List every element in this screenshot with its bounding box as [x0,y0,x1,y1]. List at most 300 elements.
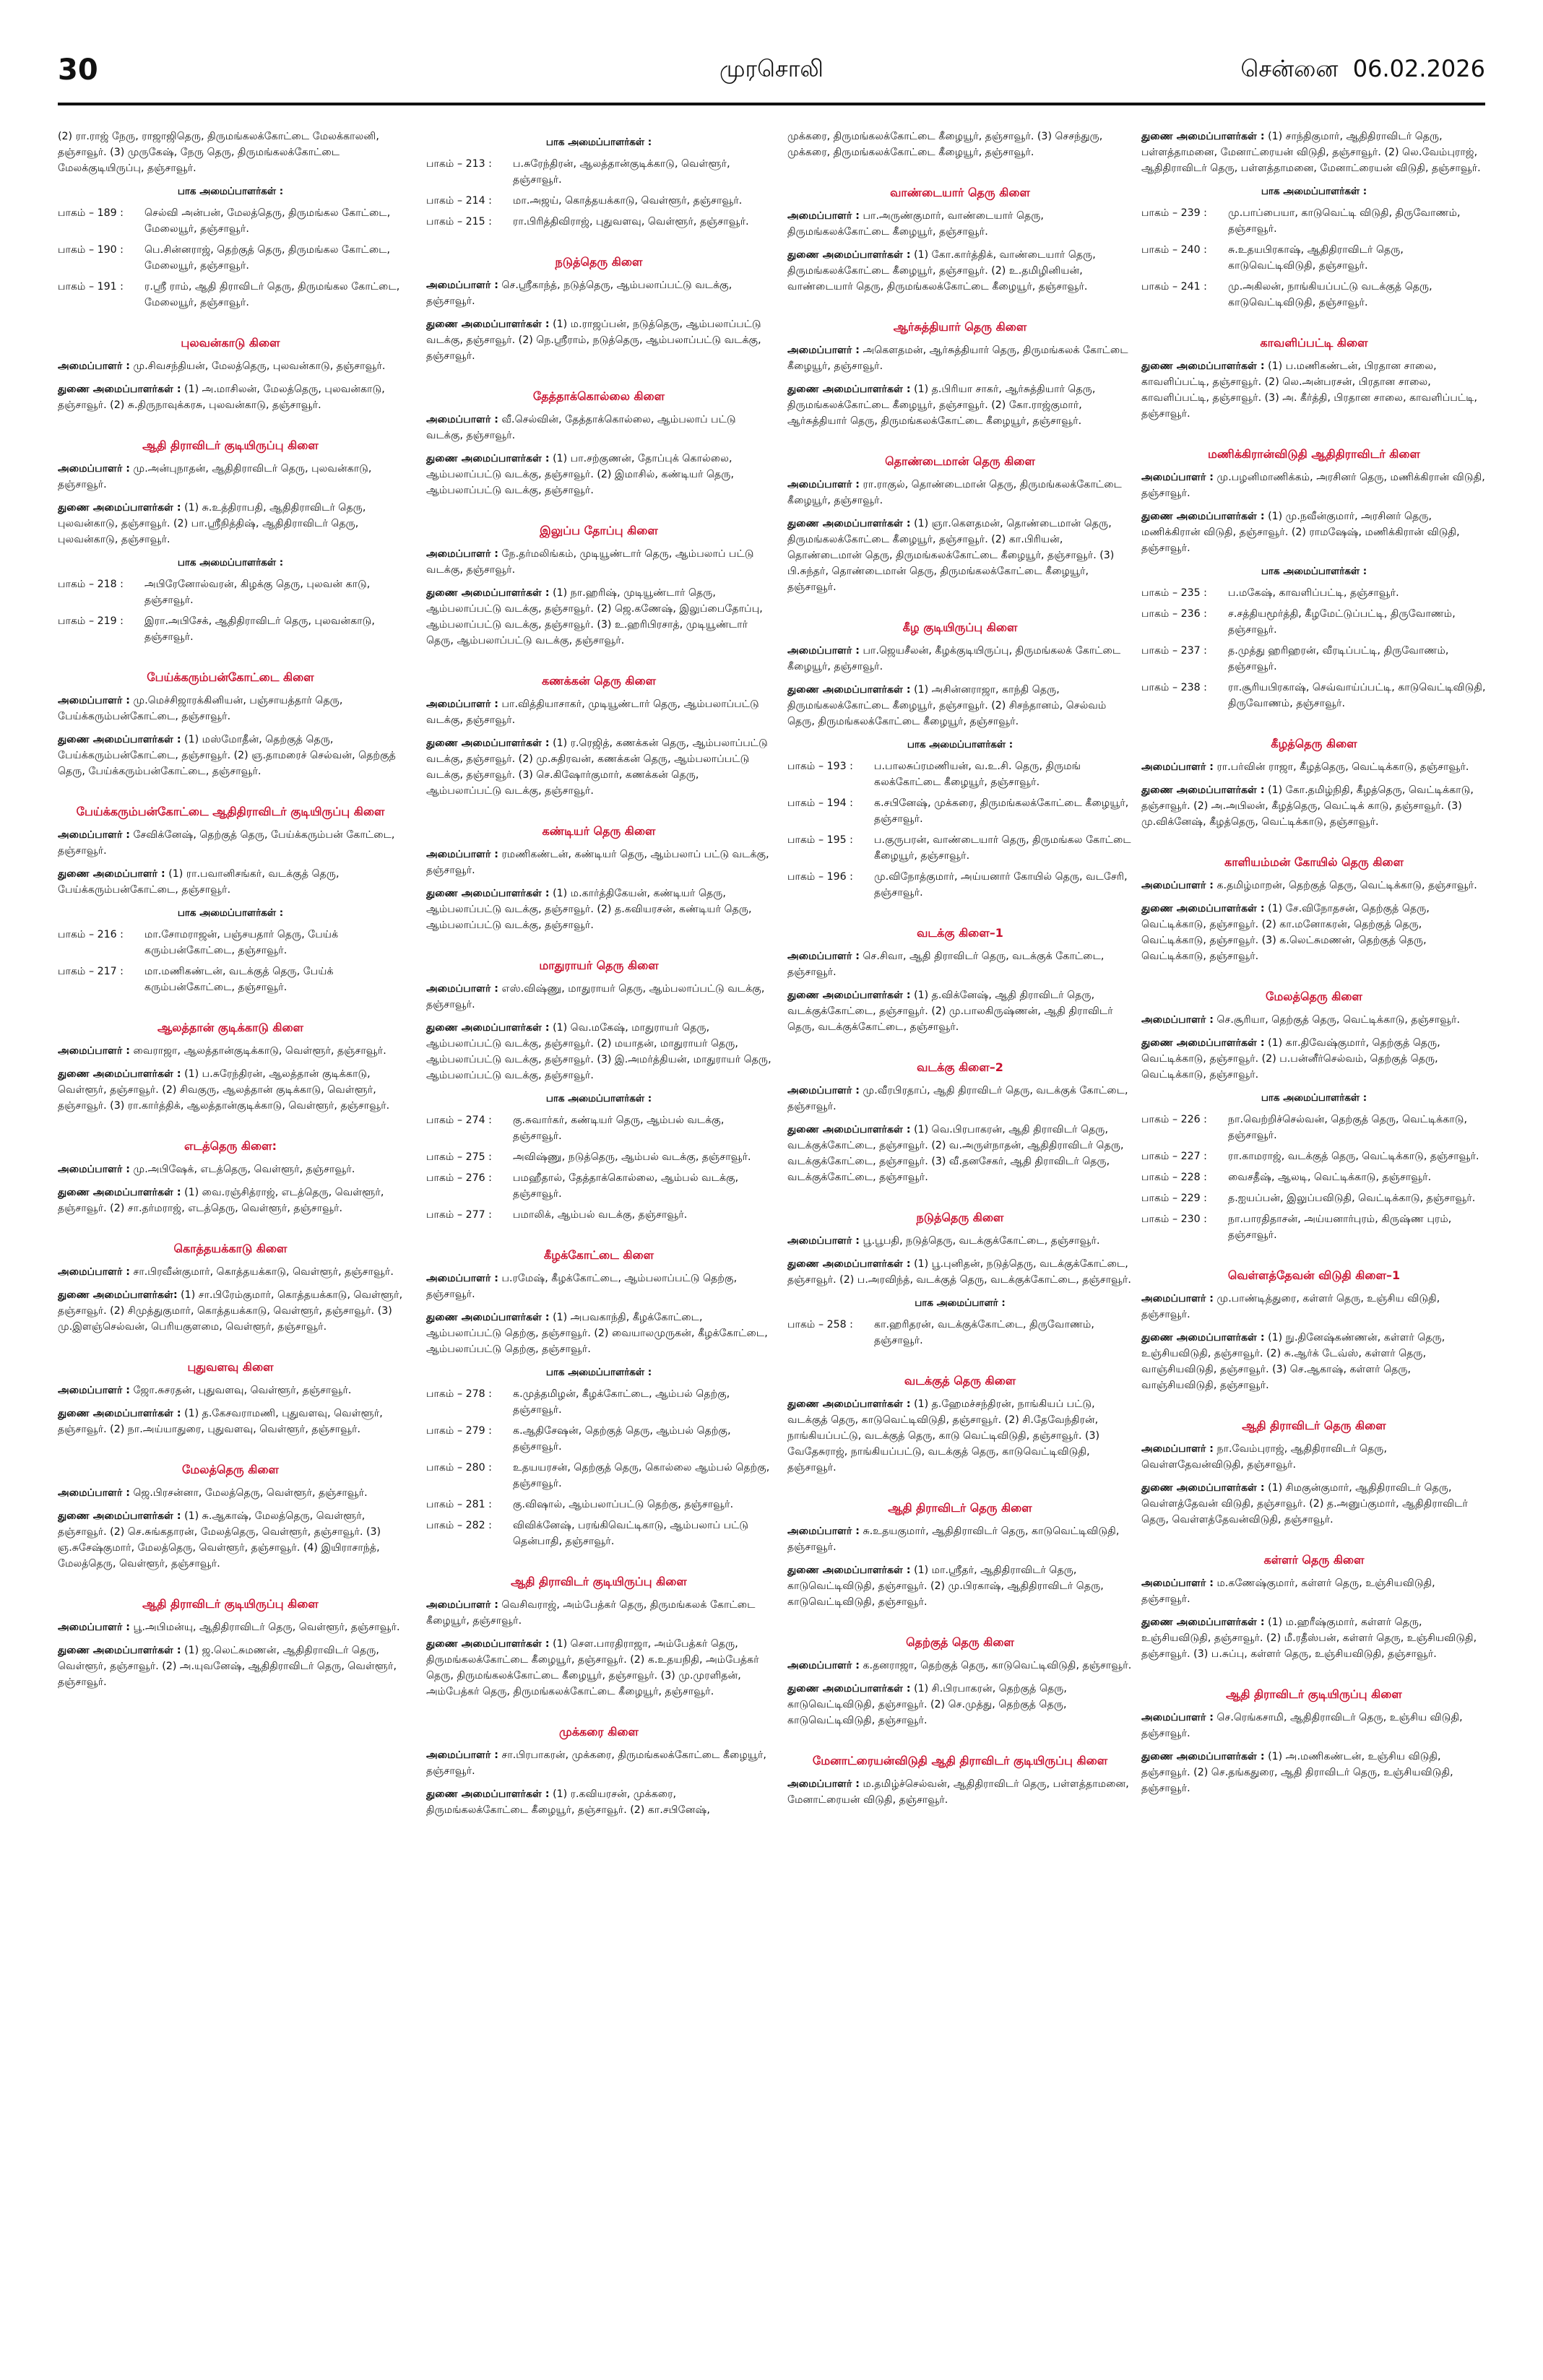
role-label: துணை அமைப்பாளர்கள் : [58,734,181,745]
booth-row [58,205,403,237]
role-label: துணை அமைப்பாளர்கள் : [58,1510,181,1522]
role-label: துணை அமைப்பாளர்கள் : [426,319,550,330]
section-subheading: பாக அமைப்பாளர்கள் : [545,137,652,148]
role-label: துணை அமைப்பாளர்கள் : [787,990,911,1001]
booth-label: பாகம் – 276 : [426,1172,492,1184]
paragraph: அமைப்பாளர் : வெசிவராஜ், அம்பேத்கர் தெரு, திருமங்கலக் கோட்டை கீழையூர், தஞ்சாவூர். [426,1599,756,1627]
paragraph: அமைப்பாளர் : மு.பாண்டித்துரை, கள்ளர் தெரு, உஞ்சிய விடுதி, தஞ்சாவூர். [1141,1293,1440,1320]
booth-detail: த.முத்து ஹரிஹரன், வீரடிப்பட்டி, திருவோணம், தஞ்சாவூர். [1228,645,1449,672]
booth-detail: உதயயரசன், தெற்குத் தெரு, கொல்லை ஆம்பல் தெற்கு, தஞ்சாவூர். [513,1462,770,1489]
paragraph: அமைப்பாளர் : செ.சூரியா, தெற்குத் தெரு, வெட்டிக்காடு, தஞ்சாவூர். [1141,1014,1461,1026]
paragraph: அமைப்பாளர் : மு.அன்புநாதன், ஆதிதிராவிடர் தெரு, புலவன்காடு, தஞ்சாவூர். [58,463,372,490]
paragraph: அமைப்பாளர் : அகௌதமன், ஆர்சுத்தியார் தெரு, திருமங்கலக் கோட்டை கீழையூர், தஞ்சாவூர். [787,345,1128,372]
booth-label: பாகம் – 279 : [426,1425,492,1437]
role-label: அமைப்பாளர் : [1141,472,1214,483]
paragraph: துணை அமைப்பாளர்கள் : (1) அசின்னராஜா, காந்தி தெரு, திருமங்கலக்கோட்டை கீழையூர், தஞ்சாவூர். (2) சிசந்தானம், செல்வம் தெரு, திருமங்கலக்கோட்டை கீழையூர், தஞ்சாவூர். [787,684,1107,727]
branch-heading: மேனாட்ரையன்விடுதி ஆதி திராவிடர் குடியிருப்பு கிளை [812,1754,1108,1767]
role-label: துணை அமைப்பாளர்கள்: [58,1289,178,1301]
booth-label: பாகம் – 238 : [1141,682,1207,693]
booth-row [426,156,772,188]
role-label: துணை அமைப்பாளர்கள் : [787,249,911,261]
paragraph: அமைப்பாளர் : மு.அபிஷேக், எடத்தெரு, வெள்ளூர், தஞ்சாவூர். [58,1164,355,1175]
booth-row [1141,279,1487,311]
role-label: அமைப்பாளர் : [787,1235,860,1247]
role-label: துணை அமைப்பாளர்கள் : [58,502,181,514]
booth-detail: பமாலிக், ஆம்பல் வடக்கு, தஞ்சாவூர். [513,1209,688,1221]
role-label: அமைப்பாளர் : [787,1660,860,1671]
column-4 [1141,129,1487,2353]
booth-label: பாகம் – 282 : [426,1520,492,1531]
role-label: துணை அமைப்பாளர்கள் : [58,1645,181,1656]
section-subheading: பாக அமைப்பாளர்கள் : [1261,1092,1367,1104]
booth-detail: கா.ஹரிதரன், வடக்குக்கோட்டை, திருவோணம், தஞ்சாவூர். [874,1319,1094,1346]
role-label: அமைப்பாளர் : [787,1778,860,1790]
booth-detail: ரா.காமராஜ், வடக்குத் தெரு, வெட்டிக்காடு, தஞ்சாவூர். [1228,1151,1479,1162]
role-label: அமைப்பாளர் : [787,1085,860,1096]
paragraph: துணை அமைப்பாளர்கள் : (1) மு.நவீன்குமார், அரசினர் தெரு, மணிக்கிரான் விடுதி, தஞ்சாவூர். (2) ராமஷேஷ், மணிக்கிரான் விடுதி, தஞ்சாவூர். [1141,511,1460,554]
branch-heading: தெற்குத் தெரு கிளை [906,1635,1014,1649]
booth-label: பாகம் – 277 : [426,1209,492,1221]
booth-detail: சு.உதயபிரகாஷ், ஆதிதிராவிடர் தெரு, காடுவெட்டிவிடுதி, தஞ்சாவூர். [1228,244,1404,272]
role-label: அமைப்பாளர் : [58,1266,130,1278]
branch-heading: ஆதி திராவிடர் குடியிருப்பு கிளை [1226,1687,1402,1701]
role-label: அமைப்பாளர் : [426,548,498,560]
paragraph: அமைப்பாளர் : வீ.செல்வின், தேத்தாக்கொல்லை, ஆம்பலாப் பட்டு வடக்கு, தஞ்சாவூர். [426,414,736,441]
booth-label: பாகம் – 214 : [426,195,492,207]
role-label: துணை அமைப்பாளர்கள் : [1141,1332,1265,1343]
role-label: துணை அமைப்பாளர்கள் : [1141,784,1265,796]
booth-detail: ப.சுரேந்திரன், ஆலத்தான்குடிக்காடு, வெள்ளூர், தஞ்சாவூர். [513,158,730,186]
role-label: துணை அமைப்பாளர்கள் : [1141,1037,1265,1049]
role-label: துணை அமைப்பாளர்கள் : [787,384,911,395]
booth-label: பாகம் – 218 : [58,579,124,590]
column-2 [426,129,772,2353]
paragraph: துணை அமைப்பாளர்கள் : (1) அ.மாசிலன், மேலத்தெரு, புலவன்காடு, தஞ்சாவூர். (2) சு.திருநாவுக்கரசு, புலவன்காடு, தஞ்சாவூர். [58,384,385,411]
booth-row [58,964,403,995]
role-label: அமைப்பாளர் : [426,1749,498,1761]
role-label: அமைப்பாளர் : [1141,1014,1214,1026]
paragraph: துணை அமைப்பாளர்கள் : (1) த.கேசவராமணி, புதுவளவு, வெள்ளூர், தஞ்சாவூர். (2) நா.அய்யாதுரை, புதுவளவு, வெள்ளூர், தஞ்சாவூர். [58,1408,383,1435]
paragraph: துணை அமைப்பாளர்கள் : (1) ஜ.லெட்சுமணன், ஆதிதிராவிடர் தெரு, வெள்ளூர், தஞ்சாவூர். (2) அ.யுவனேஷ், ஆதிதிராவிடர் தெரு, வெள்ளூர், தஞ்சாவூர். [58,1645,397,1688]
paragraph: துணை அமைப்பாளர்கள் : (1) சிமகுன்குமார், ஆதிதிராவிடர் தெரு, வெள்ளத்தேவன் விடுதி, தஞ்சாவூர். (2) த.அனுப்குமார், ஆதிதிராவிடர் தெரு, வெள்ளத்தேவன்விடுதி, தஞ்சாவூர். [1141,1482,1468,1526]
booth-detail: பமஹீதால், தேத்தாக்கொல்லை, ஆம்பல் வடக்கு, தஞ்சாவூர். [513,1172,739,1200]
paragraph: அமைப்பாளர் : க.தனராஜா, தெற்குத் தெரு, காடுவெட்டிவிடுதி, தஞ்சாவூர். [787,1660,1132,1671]
role-label: துணை அமைப்பாளர்கள் : [787,1565,911,1576]
paragraph: அமைப்பாளர் : ரமணிகண்டன், கண்டியர் தெரு, ஆம்பலாப் பட்டு வடக்கு, தஞ்சாவூர். [426,849,769,876]
paragraph: துணை அமைப்பாளர் : (1) ரா.பவானிசங்கர், வடக்குத் தெரு, பேய்க்கரும்பன்கோட்டை, தஞ்சாவூர். [58,868,340,896]
branch-heading: மேலத்தெரு கிளை [1266,990,1362,1003]
section-subheading: பாக அமைப்பாளர்கள் : [177,557,284,568]
paragraph: முக்கரை, திருமங்கலக்கோட்டை கீழையூர், தஞ்சாவூர். (3) செசந்துரு, முக்கரை, திருமங்கலக்கோட்டை கீழையூர், தஞ்சாவூர். [787,131,1103,158]
booth-detail: ர.ஸ்ரீ ராம், ஆதி திராவிடர் தெரு, திருமங்கல கோட்டை, மேலையூர், தஞ்சாவூர். [144,281,400,308]
booth-label: பாகம் – 275 : [426,1151,492,1163]
role-label: அமைப்பாளர் : [426,414,498,425]
role-label: துணை அமைப்பாளர்கள் : [787,1124,911,1135]
booth-detail: மு.விநோத்குமார், அய்யனார் கோயில் தெரு, வடசேரி, தஞ்சாவூர். [874,871,1128,899]
booth-label: பாகம் – 216 : [58,929,124,940]
booth-label: பாகம் – 230 : [1141,1213,1207,1225]
branch-heading: காளியம்மன் கோயில் தெரு கிளை [1224,855,1404,869]
paragraph: அமைப்பாளர் : மு.பழனிமாணிக்கம், அரசினர் தெரு, மணிக்கிரான் விடுதி, தஞ்சாவூர். [1141,472,1485,499]
paragraph: துணை அமைப்பாளர்கள் : (1) சே.விநோதசன், தெற்குத் தெரு, வெட்டிக்காடு, தஞ்சாவூர். (2) கா.மனோகரன், தெற்குத் தெரு, வெட்டிக்காடு, தஞ்சாவூர். (3) க.லெட்சுமணன், தெற்குத் தெரு, வெட்டிக்காடு, தஞ்சாவூர். [1141,903,1430,962]
branch-heading: மாதுராயர் தெரு கிளை [539,959,659,972]
booth-label: பாகம் – 235 : [1141,587,1207,599]
branch-heading: வெள்ளத்தேவன் விடுதி கிளை–1 [1227,1268,1401,1282]
booth-label: பாகம் – 239 : [1141,207,1207,219]
role-label: துணை அமைப்பாளர்கள் : [1141,1751,1265,1762]
paragraph: துணை அமைப்பாளர்கள் : (1) மா.ஸ்ரீதர், ஆதிதிராவிடர் தெரு, காடுவெட்டிவிடுதி, தஞ்சாவூர். (2) மு.பிரகாஷ், ஆதிதிராவிடர் தெரு, காடுவெட்டிவிடுதி, தஞ்சாவூர். [787,1565,1104,1608]
role-label: அமைப்பாளர் : [1141,761,1214,773]
paragraph: அமைப்பாளர் : ரா.ராகுல், தொண்டைமான் தெரு, திருமங்கலக்கோட்டை கீழையூர், தஞ்சாவூர். [787,479,1122,506]
paragraph: துணை அமைப்பாளர்கள் : (1) அ.மணிகண்டன், உஞ்சிய விடுதி, தஞ்சாவூர். (2) செ.தங்கதுரை, ஆதி திராவிடர் தெரு, உஞ்சியவிடுதி, தஞ்சாவூர். [1141,1751,1453,1794]
booth-row [426,193,772,209]
booth-label: பாகம் – 213 : [426,158,492,170]
booth-label: பாகம் – 241 : [1141,281,1207,293]
role-label: துணை அமைப்பாளர்கள் : [787,1398,911,1410]
branch-heading: வாண்டையார் தெரு கிளை [890,186,1030,199]
booth-label: பாகம் – 191 : [58,281,124,293]
paragraph: அமைப்பாளர் : சு.உதயகுமார், ஆதிதிராவிடர் தெரு, காடுவெட்டிவிடுதி, தஞ்சாவூர். [787,1526,1120,1553]
booth-label: பாகம் – 226 : [1141,1114,1207,1125]
booth-row [58,242,403,274]
booth-detail: நா.வெற்றிச்செல்வன், தெற்குத் தெரு, வெட்டிக்காடு, தஞ்சாவூர். [1228,1114,1468,1141]
role-label: அமைப்பாளர் : [1141,1578,1214,1589]
branch-heading: ஆதி திராவிடர் தெரு கிளை [888,1501,1032,1515]
booth-label: பாகம் – 229 : [1141,1193,1207,1204]
booth-row [426,1518,772,1549]
paragraph: அமைப்பாளர் : வைராஜா, ஆலத்தான்குடிக்காடு, வெள்ளூர், தஞ்சாவூர். [58,1045,386,1057]
branch-heading: நடுத்தெரு கிளை [916,1211,1004,1224]
paragraph: அமைப்பாளர் : ஜோ.சுசரதன், புதுவளவு, வெள்ளூர், தஞ்சாவூர். [58,1385,352,1396]
paragraph: அமைப்பாளர் : நே.தர்மலிங்கம், முடியூண்டார் தெரு, ஆம்பலாப் பட்டு வடக்கு, தஞ்சாவூர். [426,548,754,576]
role-label: அமைப்பாளர் : [426,849,498,860]
role-label: அமைப்பாளர் : [787,951,860,962]
paragraph: துணை அமைப்பாளர்கள் : (1) த.பிரியா சாகர், ஆர்சுத்தியார் தெரு, திருமங்கலக்கோட்டை கீழையூர், தஞ்சாவூர். (2) கோ.ராஜ்குமார், ஆர்சுத்தியார் தெரு, திருமங்கலக்கோட்டை கீழையூர், தஞ்சாவூர். [787,384,1096,427]
booth-detail: மா.மணிகண்டன், வடக்குத் தெரு, பேய்க் கரும்பன்கோட்டை, தஞ்சாவூர். [144,966,334,993]
booth-row [787,795,1133,827]
booth-label: பாகம் – 194 : [787,797,853,809]
paragraph: அமைப்பாளர் : பூ.அபிமன்யு, ஆதிதிராவிடர் தெரு, வெள்ளூர், தஞ்சாவூர். [58,1622,400,1633]
paragraph: அமைப்பாளர் : மு.வீரபிரதாப், ஆதி திராவிடர் தெரு, வடக்குக் கோட்டை, தஞ்சாவூர். [787,1085,1128,1112]
booth-row [58,279,403,311]
paragraph: துணை அமைப்பாளர்கள் : (1) கோ.கார்த்திக், வாண்டையார் தெரு, திருமங்கலக்கோட்டை கீழையூர், தஞ்சாவூர். (2) உ.தமிழினியன், வாண்டையார் தெரு, திருமங்கலக்கோட்டை கீழையூர், தஞ்சாவூர். [787,249,1096,293]
role-label: அமைப்பாளர் : [426,1599,498,1611]
paragraph: துணை அமைப்பாளர்கள் : (1) செள.பாரதிராஜா, அம்பேத்கர் தெரு, திருமங்கலக்கோட்டை கீழையூர், தஞ்சாவூர். (2) க.உதயநிதி, அம்பேத்கர் தெரு, திருமங்கலக்கோட்டை கீழையூர், தஞ்சாவூர். (3) மு.முரளிதன், அம்பேத்கர் தெரு, திருமங்கலக்கோட்டை கீழையூர், தஞ்சாவூர். [426,1638,759,1697]
booth-detail: விவிக்னேஷ், பரங்கிவெட்டிகாடு, ஆம்பலாப் பட்டு தென்பாதி, தஞ்சாவூர். [513,1520,749,1547]
booth-row [1141,643,1487,675]
header-rule [58,103,1485,105]
paragraph: துணை அமைப்பாளர்கள் : (1) மஸ்மோதீன், தெற்குத் தெரு, பேய்க்கரும்பன்கோட்டை, தஞ்சாவூர். (2) ஞ.தாமரைச் செல்வன், தெற்குத் தெரு, பேய்க்கரும்பன்கோட்டை, தஞ்சாவூர். [58,734,396,777]
booth-row [1141,1112,1487,1143]
booth-detail: ரா.பிரித்திவிராஜ், புதுவளவு, வெள்ளூர், தஞ்சாவூர். [513,216,749,228]
paragraph: துணை அமைப்பாளர்கள் : (1) ப.மணிகண்டன், பிரதான சாலை, காவளிப்பட்டி, தஞ்சாவூர். (2) லெ.அன்பரசன், பிரதான சாலை, காவளிப்பட்டி, தஞ்சாவூர். (3) அ. கீர்த்தி, பிரதான சாலை, காவளிப்பட்டி, தஞ்சாவூர். [1141,360,1478,420]
branch-heading: தொண்டைமான் தெரு கிளை [885,454,1035,468]
masthead [58,51,1485,108]
paragraph: துணை அமைப்பாளர்கள் : (1) த.விக்னேஷ், ஆதி திராவிடர் தெரு, வடக்குக்கோட்டை, தஞ்சாவூர். (2) மு.பாலகிருஷ்ணன், ஆதி திராவிடர் தெரு, வடக்குக்கோட்டை, தஞ்சாவூர். [787,990,1113,1033]
role-label: அமைப்பாளர் : [58,1622,130,1633]
role-label: துணை அமைப்பாளர்கள் : [787,518,911,529]
paragraph: துணை அமைப்பாளர்கள் : (1) பூ.புனிதன், நடுத்தெரு, வடக்குக்கோட்டை, தஞ்சாவூர். (2) ப.அரவிந்த், வடக்குத் தெரு, வடக்குக்கோட்டை, தஞ்சாவூர். [787,1258,1131,1286]
booth-label: பாகம் – 195 : [787,834,853,846]
date: 06.02.2026 [1352,55,1485,82]
booth-label: பாகம் – 227 : [1141,1151,1207,1162]
branch-heading: ஆதி திராவிடர் குடியிருப்பு கிளை [511,1575,687,1588]
role-label: துணை அமைப்பாளர்கள் : [1141,360,1265,372]
role-label: அமைப்பாளர் : [426,280,498,291]
booth-row [58,576,403,608]
booth-label: பாகம் – 228 : [1141,1172,1207,1183]
paragraph: துணை அமைப்பாளர்கள் : (1) அபவகாந்தி, கீழக்கோட்டை, ஆம்பலாப்பட்டு தெற்கு, தஞ்சாவூர். (2) வையாலமுருகன், கீழக்கோட்டை, ஆம்பலாப்பட்டு தெற்கு, தஞ்சாவூர். [426,1312,768,1355]
booth-label: பாகம் – 193 : [787,761,853,772]
branch-heading: வடக்கு கிளை–1 [917,926,1003,940]
booth-label: பாகம் – 217 : [58,966,124,977]
role-label: அமைப்பாளர் : [58,1164,130,1175]
branch-heading: பேய்க்கரும்பன்கோட்டை கிளை [147,670,314,684]
paragraph: துணை அமைப்பாளர்கள் : (1) ம.ஹரீஷ்குமார், கள்ளர் தெரு, உஞ்சியவிடுதி, தஞ்சாவூர். (2) மீ.ரதீஸ்பன், கள்ளர் தெரு, உஞ்சியவிடுதி, தஞ்சாவூர். (3) ப.சுப்பு, கள்ளர் தெரு, உஞ்சியவிடுதி, தஞ்சாவூர். [1141,1617,1477,1660]
booth-row [787,869,1133,901]
paragraph: துணை அமைப்பாளர்கள்: (1) சா.பிரேம்குமார், கொத்தயக்காடு, வெள்ளூர், தஞ்சாவூர். (2) சிமுத்துகுமார், கொத்தயக்காடு, வெள்ளூர், தஞ்சாவூர். (3) மு.இளஞ்செல்வன், பெரியகுளமை, வெள்ளூர், தஞ்சாவூர். [58,1289,403,1333]
branch-heading: ஆதி திராவிடர் தெரு கிளை [1242,1419,1386,1432]
role-label: அமைப்பாளர் : [58,360,130,372]
paragraph: அமைப்பாளர் : சேவிக்னேஷ், தெற்குத் தெரு, பேய்க்கரும்பன் கோட்டை, தஞ்சாவூர். [58,829,395,857]
booth-detail: கு.சுவார்கர், கண்டியர் தெரு, ஆம்பல் வடக்கு, தஞ்சாவூர். [513,1115,725,1142]
branch-heading: தேத்தாக்கொல்லை கிளை [532,389,665,403]
paragraph: துணை அமைப்பாளர்கள் : (1) வை.ரஞ்சித்ராஜ், எடத்தெரு, வெள்ளூர், தஞ்சாவூர். (2) சா.தர்மராஜ், எடத்தெரு, வெள்ளூர், தஞ்சாவூர். [58,1187,384,1214]
paragraph: அமைப்பாளர் : செ.ஸ்ரீகாந்த், நடுத்தெரு, ஆம்பலாப்பட்டு வடக்கு, தஞ்சாவூர். [426,280,732,307]
booth-row [426,1207,772,1223]
booth-label: பாகம் – 190 : [58,244,124,256]
role-label: துணை அமைப்பாளர்கள் : [58,1408,181,1419]
booth-row [426,1149,772,1165]
booth-row [1141,680,1487,711]
booth-row [1141,205,1487,237]
branch-heading: கொத்தயக்காடு கிளை [173,1242,288,1255]
booth-row [1141,606,1487,638]
role-label: அமைப்பாளர் : [58,1487,130,1499]
booth-detail: அபிரேனோல்வரன், கிழக்கு தெரு, புலவன் காடு, தஞ்சாவூர். [144,579,371,606]
role-label: அமைப்பாளர் : [426,1273,498,1284]
booth-label: பாகம் – 281 : [426,1499,492,1510]
paragraph: அமைப்பாளர் : செ.ரெங்கசாமி, ஆதிதிராவிடர் தெரு, உஞ்சிய விடுதி, தஞ்சாவூர். [1141,1712,1463,1739]
branch-heading: கீழத்தெரு கிளை [1271,737,1357,750]
role-label: துணை அமைப்பாளர்கள் : [787,1683,911,1695]
paragraph: துணை அமைப்பாளர்கள் : (1) ம.ராஜப்பன், நடுத்தெரு, ஆம்பலாப்பட்டு வடக்கு, தஞ்சாவூர். (2) நெ.ஸ்ரீராம், நடுத்தெரு, ஆம்பலாப்பட்டு வடக்கு, தஞ்சாவூர். [426,319,761,362]
booth-detail: செல்வி அன்பன், மேலத்தெரு, திருமங்கல கோட்டை, மேலையூர், தஞ்சாவூர். [144,207,391,235]
role-label: துணை அமைப்பாளர்கள் : [426,1638,550,1650]
booth-row [426,214,772,230]
role-label: அமைப்பாளர் : [787,210,860,222]
paragraph: துணை அமைப்பாளர்கள் : (1) கோ.தமிழ்நிதி, கீழத்தெரு, வெட்டிக்காடு, தஞ்சாவூர். (2) அ.அபிலன், கீழத்தெரு, வெட்டிக் காடு, தஞ்சாவூர். (3) மு.விக்னேஷ், கீழத்தெரு, வெட்டிக்காடு, தஞ்சாவூர். [1141,784,1474,828]
booth-label: பாகம் – 240 : [1141,244,1207,256]
booth-detail: நா.பாரதிதாசன், அய்யனார்புரம், கிருஷ்ண புரம், தஞ்சாவூர். [1228,1213,1452,1241]
role-label: துணை அமைப்பாளர்கள் : [58,1068,181,1080]
paragraph: துணை அமைப்பாளர்கள் : (1) பா.சற்குணன், தோப்புக் கொல்லை, ஆம்பலாப்பட்டு வடக்கு, தஞ்சாவூர். (2) இமாசில், கண்டியர் தெரு, ஆம்பலாப்பட்டு வடக்கு, தஞ்சாவூர். [426,453,734,496]
paragraph: துணை அமைப்பாளர்கள் : (1) நா.ஹரிஷ், முடியூண்டார் தெரு, ஆம்பலாப்பட்டு வடக்கு, தஞ்சாவூர். (2) ஜெ.கணேஷ், இலுப்பைதோப்பு, ஆம்பலாப்பட்டு வடக்கு, தஞ்சாவூர். (3) உ.ஹரிபிரசாத், முடியூண்டார் தெரு, ஆம்பலாப்பட்டு வடக்கு, தஞ்சாவூர். [426,587,763,646]
booth-row [1141,1211,1487,1243]
paragraph: துணை அமைப்பாளர்கள் : (1) த.ஹேமச்சந்திரன், நாங்கியப் பட்டு, வடக்குத் தெரு, காடுவெட்டிவிடுதி, தஞ்சாவூர். (2) சி.தேவேந்திரன், நாங்கியப்பட்டு, வடக்குத் தெரு, காடு வெட்டிவிடுதி, தஞ்சாவூர். (3) வேதேசுராஜ், நாங்கியப்பட்டு, வடக்குத் தெரு, காடுவெட்டிவிடுதி, தஞ்சாவூர். [787,1398,1100,1474]
role-label: அமைப்பாளர் : [787,645,860,657]
role-label: துணை அமைப்பாளர் : [58,868,165,880]
booth-row [1141,1148,1487,1164]
booth-label: பாகம் – 196 : [787,871,853,883]
paragraph: அமைப்பாளர் : நா.வேம்புராஜ், ஆதிதிராவிடர் தெரு, வெள்ளதேவன்விடுதி, தஞ்சாவூர். [1141,1443,1387,1471]
branch-heading: முக்கரை கிளை [559,1725,639,1739]
booth-detail: க.ஆதிசேஷன், தெற்குத் தெரு, ஆம்பல் தெற்கு, தஞ்சாவூர். [513,1425,731,1453]
branch-heading: காவளிப்பட்டி கிளை [1260,336,1368,350]
booth-label: பாகம் – 215 : [426,216,492,228]
booth-label: பாகம் – 189 : [58,207,124,219]
paragraph: அமைப்பாளர் : ஜெ.பிரசன்னா, மேலத்தெரு, வெள்ளூர், தஞ்சாவூர். [58,1487,368,1499]
booth-label: பாகம் – 280 : [426,1462,492,1474]
paragraph: அமைப்பாளர் : எஸ்.விஷ்ணு, மாதுராயர் தெரு, ஆம்பலாப்பட்டு வடக்கு, தஞ்சாவூர். [426,983,765,1011]
paragraph: அமைப்பாளர் : பா.வித்தியாசாகர், முடியூண்டார் தெரு, ஆம்பலாப்பட்டு வடக்கு, தஞ்சாவூர். [426,698,759,726]
role-label: அமைப்பாளர் : [58,695,130,706]
booth-detail: ச.சத்தியமூர்த்தி, கீழமேட்டுப்பட்டி, திருவோணம், தஞ்சாவூர். [1228,608,1456,636]
section-subheading: பாக அமைப்பாளர்கள் : [177,186,284,197]
role-label: அமைப்பாளர் : [58,1385,130,1396]
paragraph: அமைப்பாளர் : ப.ரமேஷ், கீழக்கோட்டை, ஆம்பலாப்பட்டு தெற்கு, தஞ்சாவூர். [426,1273,738,1300]
paragraph: துணை அமைப்பாளர்கள் : (1) ர.கவியரசன், முக்கரை, திருமங்கலக்கோட்டை கீழையூர், தஞ்சாவூர். (2) கா.சபினேஷ், [426,1788,710,1816]
role-label: அமைப்பாளர் : [426,698,498,710]
section-subheading: பாக அமைப்பாளர்கள் : [907,739,1013,750]
paragraph: அமைப்பாளர் : மு.மெச்சிஜாரக்கினியன், பஞ்சாயத்தார் தெரு, பேய்க்கரும்பன்கோட்டை, தஞ்சாவூர். [58,695,343,722]
booth-row [58,613,403,645]
booth-detail: ப.பாலசுப்ரமணியன், வ.உ.சி. தெரு, திருமங் கலக்கோட்டை கீழையூர், தஞ்சாவூர். [874,761,1081,788]
branch-heading: ஆதி திராவிடர் குடியிருப்பு கிளை [142,1597,319,1611]
role-label: துணை அமைப்பாளர்கள் : [1141,131,1265,142]
booth-row [787,832,1133,864]
role-label: துணை அமைப்பாளர்கள் : [426,453,550,464]
booth-row [426,1386,772,1418]
role-label: துணை அமைப்பாளர்கள் : [426,737,550,749]
branch-heading: ஆதி திராவிடர் குடியிருப்பு கிளை [142,438,319,452]
branch-heading: நடுத்தெரு கிளை [555,255,643,269]
role-label: அமைப்பாளர் : [1141,1712,1214,1723]
section-subheading: பாக அமைப்பாளர்கள் : [1261,566,1367,577]
role-label: துணை அமைப்பாளர்கள் : [1141,903,1265,914]
page-number: 30 [58,53,98,87]
branch-heading: கீழ குடியிருப்பு கிளை [902,620,1018,634]
paragraph: துணை அமைப்பாளர்கள் : (1) நு.தினேஷ்கண்ணன், கள்ளர் தெரு, உஞ்சியவிடுதி, தஞ்சாவூர். (2) சு.ஆர்க் டேவ்ஸ், கள்ளர் தெரு, வாஞ்சியவிடுதி, தஞ்சாவூர். (3) செ.ஆகாஷ், கள்ளர் தெரு, வாஞ்சியவிடுதி, தஞ்சாவூர். [1141,1332,1445,1391]
paragraph: துணை அமைப்பாளர்கள் : (1) ர.ரெஜித், கணக்கன் தெரு, ஆம்பலாப்பட்டு வடக்கு, தஞ்சாவூர். (2) மு.சுதிரவன், கணக்கன் தெரு, ஆம்பலாப்பட்டு வடக்கு, தஞ்சாவூர். (3) செ.கிஷோர்குமார், கணக்கன் தெரு, ஆம்பலாப்பட்டு வடக்கு, தஞ்சாவூர். [426,737,768,797]
section-subheading: பாக அமைப்பாளர்கள் : [545,1093,652,1104]
booth-row [787,758,1133,790]
booth-row [1141,1169,1487,1185]
role-label: துணை அமைப்பாளர்கள் : [58,1187,181,1198]
paragraph: துணை அமைப்பாளர்கள் : (1) ப.சுரேந்திரன், ஆலத்தான் குடிக்காடு, வெள்ளூர், தஞ்சாவூர். (2) சிவகுரு, ஆலத்தான் குடிக்காடு, வெள்ளூர், தஞ்சாவூர். (3) ரா.கார்த்திக், ஆலத்தான்குடிக்காடு, வெள்ளூர், தஞ்சாவூர். [58,1068,390,1112]
booth-detail: இரா.அபிசேக், ஆதிதிராவிடர் தெரு, புலவன்காடு, தஞ்சாவூர். [144,615,375,643]
booth-label: பாகம் – 258 : [787,1319,853,1330]
branch-heading: மணிக்கிரான்விடுதி ஆதிதிராவிடர் கிளை [1208,447,1420,461]
role-label: துணை அமைப்பாளர்கள் : [787,1258,911,1270]
booth-detail: க.சபினேஷ், முக்கரை, திருமங்கலக்கோட்டை கீழையூர், தஞ்சாவூர். [874,797,1129,825]
branch-heading: ஆர்சுத்தியார் தெரு கிளை [893,320,1027,334]
booth-detail: வைசதீஷ், ஆலடி, வெட்டிக்காடு, தஞ்சாவூர். [1228,1172,1432,1183]
booth-row [787,1317,1133,1349]
booth-detail: ப.மகேஷ், காவளிப்பட்டி, தஞ்சாவூர். [1228,587,1399,599]
role-label: அமைப்பாளர் : [1141,1443,1214,1455]
role-label: அமைப்பாளர் : [58,829,130,841]
booth-row [58,927,403,959]
role-label: அமைப்பாளர் : [787,479,860,490]
booth-row [426,1170,772,1202]
section-subheading: பாக அமைப்பாளர்கள் : [545,1367,652,1378]
paragraph: அமைப்பாளர் : சா.பிரவீன்குமார், கொத்தயக்காடு, வெள்ளூர், தஞ்சாவூர். [58,1266,394,1278]
branch-heading: கீழக்கோட்டை கிளை [543,1248,654,1262]
paragraph: துணை அமைப்பாளர்கள் : (1) சு.ஆகாஷ், மேலத்தெரு, வெள்ளூர், தஞ்சாவூர். (2) செ.சுங்கதாரன், மேலத்தெரு, வெள்ளூர், தஞ்சாவூர். (3) ஞ.சுசேஷ்குமார், மேலத்தெரு, வெள்ளூர், தஞ்சாவூர். (4) இயிராசாந்த், மேலத்தெரு, வெள்ளூர், தஞ்சாவூர். [58,1510,381,1570]
role-label: துணை அமைப்பாளர்கள் : [1141,1482,1265,1494]
paragraph: அமைப்பாளர் : ம.தமிழ்ச்செல்வன், ஆதிதிராவிடர் தெரு, பள்ளத்தாமனை, மேனாட்ரையன் விடுதி, தஞ்சாவூர். [787,1778,1129,1806]
paragraph: அமைப்பாளர் : பா.அருண்குமார், வாண்டையார் தெரு, திருமங்கலக்கோட்டை கீழையூர், தஞ்சாவூர். [787,210,1044,238]
paragraph: அமைப்பாளர் : பா.ஜெயசீலன், கீழக்குடியிருப்பு, திருமங்கலக் கோட்டை கீழையூர், தஞ்சாவூர். [787,645,1121,672]
role-label: துணை அமைப்பாளர்கள் : [1141,511,1265,522]
booth-label: பாகம் – 278 : [426,1388,492,1400]
booth-detail: மு.அகிலன், நாங்கியப்பட்டு வடக்குத் தெரு, காடுவெட்டிவிடுதி, தஞ்சாவூர். [1228,281,1432,308]
section-subheading: பாக அமைப்பாளர்கள் : [1261,186,1367,197]
booth-row [426,1112,772,1144]
newspaper-name: முரசொலி [719,55,824,82]
branch-heading: கள்ளர் தெரு கிளை [1263,1553,1365,1567]
branch-heading: கணக்கன் தெரு கிளை [541,674,657,688]
branch-heading: புலவன்காடு கிளை [181,336,280,350]
paragraph: அமைப்பாளர் : செ.சிவா, ஆதி திராவிடர் தெரு, வடக்குக் கோட்டை, தஞ்சாவூர். [787,951,1105,978]
role-label: துணை அமைப்பாளர்கள் : [787,684,911,696]
booth-detail: க.முத்தமிழன், கீழக்கோட்டை, ஆம்பல் தெற்கு, தஞ்சாவூர். [513,1388,730,1416]
column-3 [787,129,1133,2353]
booth-detail: பெ.சின்னராஜ், தெற்குத் தெரு, திருமங்கல கோட்டை, மேலையூர், தஞ்சாவூர். [144,244,391,272]
column-1 [58,129,403,2353]
role-label: துணை அமைப்பாளர்கள் : [1141,1617,1265,1628]
booth-detail: கு.விஷால், ஆம்பலாப்பட்டு தெற்கு, தஞ்சாவூர். [513,1499,734,1510]
booth-row [426,1497,772,1513]
role-label: துணை அமைப்பாளர்கள் : [58,384,181,395]
role-label: அமைப்பாளர் : [787,345,860,356]
booth-detail: ப.குருபரன், வாண்டையார் தெரு, திருமங்கல கோட்டை கீழையூர், தஞ்சாவூர். [874,834,1131,862]
branch-heading: இலுப்ப தோப்பு கிளை [540,524,658,537]
branch-heading: வடக்கு கிளை–2 [917,1060,1003,1074]
role-label: அமைப்பாளர் : [787,1526,860,1537]
booth-label: பாகம் – 274 : [426,1115,492,1126]
paragraph: (2) ரா.ராஜ் நேரு, ராஜாஜிதெரு, திருமங்கலக்கோட்டை மேலக்காலனி, தஞ்சாவூர். (3) முருகேஷ், நேரு தெரு, திருமங்கலக்கோட்டை மேலக்குடியிருப்பு, தஞ்சாவூர். [58,131,379,174]
role-label: துணை அமைப்பாளர்கள் : [426,587,550,599]
role-label: அமைப்பாளர் : [58,1045,130,1057]
booth-row [1141,242,1487,274]
booth-row [426,1423,772,1455]
dateline [1240,55,1485,85]
booth-detail: ரா.சூரியபிரகாஷ், செவ்வாய்ப்பட்டி, காடுவெட்டிவிடுதி, திருவோணம், தஞ்சாவூர். [1228,682,1486,709]
branch-heading: எடத்தெரு கிளை: [184,1139,277,1153]
booth-label: பாகம் – 236 : [1141,608,1207,620]
booth-detail: மு.பாப்பையா, காடுவெட்டி விடுதி, திருவோணம், தஞ்சாவூர். [1228,207,1461,235]
role-label: அமைப்பாளர் : [1141,1293,1214,1304]
branch-heading: வடக்குத் தெரு கிளை [904,1374,1016,1388]
booth-row [426,1460,772,1492]
paragraph: துணை அமைப்பாளர்கள் : (1) கா.திவேஷ்குமார், தெற்குத் தெரு, வெட்டிக்காடு, தஞ்சாவூர். (2) ப.பன்னீர்செல்வம், தெற்குத் தெரு, வெட்டிக்காடு, தஞ்சாவூர். [1141,1037,1440,1081]
paragraph: துணை அமைப்பாளர்கள் : (1) ம.கார்த்திகேயன், கண்டியர் தெரு, ஆம்பலாப்பட்டு வடக்கு, தஞ்சாவூர். (2) த.கவியரசன், கண்டியர் தெரு, ஆம்பலாப்பட்டு வடக்கு, தஞ்சாவூர். [426,888,752,931]
role-label: அமைப்பாளர் : [1141,880,1214,891]
paragraph: துணை அமைப்பாளர்கள் : (1) சாந்திகுமார், ஆதிதிராவிடர் தெரு, பள்ளத்தாமனை, மேனாட்ரையன் விடுதி, தஞ்சாவூர். (2) லெ.வேம்புராஜ், ஆதிதிராவிடர் தெரு, பள்ளத்தாமனை, மேனாட்ரையன் விடுதி, தஞ்சாவூர். [1141,131,1481,174]
booth-label: பாகம் – 219 : [58,615,124,627]
booth-detail: மா.சோமராஜன், பஞ்சயதார் தெரு, பேய்க் கரும்பன்கோட்டை, தஞ்சாவூர். [144,929,339,956]
paragraph: அமைப்பாளர் : ம.கணேஷ்குமார், கள்ளர் தெரு, உஞ்சியவிடுதி, தஞ்சாவூர். [1141,1578,1435,1605]
paragraph: துணை அமைப்பாளர்கள் : (1) சு.உத்திராபதி, ஆதிதிராவிடர் தெரு, புலவன்காடு, தஞ்சாவூர். (2) பா.ஸ்ரீநித்திஷ், ஆதிதிராவிடர் தெரு, புலவன்காடு, தஞ்சாவூர். [58,502,366,545]
booth-label: பாகம் – 237 : [1141,645,1207,657]
booth-row [1141,1190,1487,1206]
section-subheading: பாக அமைப்பாளர் : [915,1297,1006,1309]
booth-detail: த.ஐயப்பன், இலுப்பவிடுதி, வெட்டிக்காடு, தஞ்சாவூர். [1228,1193,1476,1204]
booth-row [1141,585,1487,601]
paragraph: அமைப்பாளர் : ரா.பர்வின் ராஜா, கீழத்தெரு, வெட்டிக்காடு, தஞ்சாவூர். [1141,761,1469,773]
